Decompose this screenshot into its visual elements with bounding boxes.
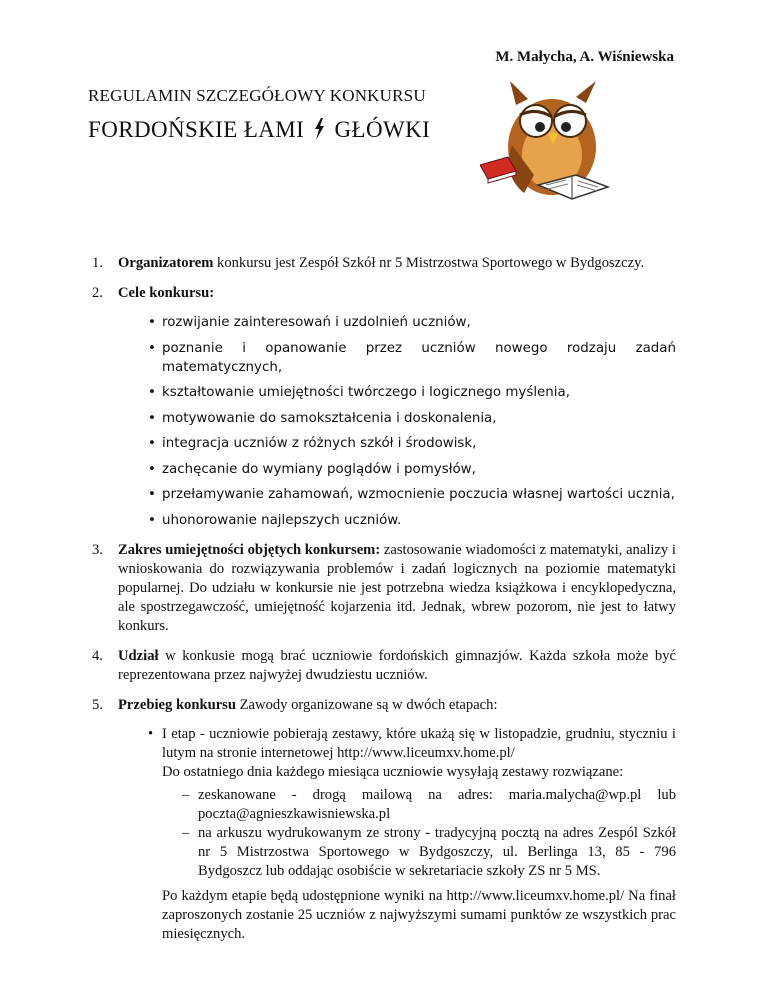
stage-item (148, 725, 676, 944)
submission-options (162, 786, 676, 881)
list-item-participation (92, 647, 676, 685)
item-heading: Przebieg konkursu (118, 696, 236, 713)
lightning-bolt-icon (312, 117, 326, 141)
item-number: 1. (92, 255, 103, 271)
submission-option: – zeskanowane - drogą mailową na adres: maria.malycha@wp.pl lub poczta@agnieszkawisniewska.pl (182, 786, 676, 824)
item-heading: Organizatorem (118, 255, 214, 271)
document-subtitle: REGULAMIN SZCZEGÓŁOWY KONKURSU (88, 86, 426, 105)
goal-item: • kształtowanie umiejętności twórczego i logicznego myślenia, (148, 383, 676, 402)
list-item-scope (92, 541, 676, 636)
goal-item: • uhonorowanie najlepszych uczniów. (148, 511, 676, 530)
document-body (92, 254, 676, 955)
item-text: Zawody organizowane są w dwóch etapach: (235, 696, 498, 713)
list-item-organizer (92, 254, 676, 273)
goal-item: • motywowanie do samokształcenia i doskonalenia, (148, 409, 676, 428)
authors: M. Małycha, A. Wiśniewska (495, 49, 674, 65)
item-heading: Zakres umiejętności objętych konkursem: (118, 541, 381, 558)
list-item-procedure (92, 696, 676, 944)
item-text: konkursu jest Zespół Szkół nr 5 Mistrzostwa Sportowego w Bydgoszczy. (213, 255, 645, 271)
stage-deadline: Do ostatniego dnia każdego miesiąca uczniowie wysyłają zestawy rozwiązane: (162, 763, 624, 780)
stage-description: • I etap - uczniowie pobierają zestawy, które ukażą się w listopadzie, grudniu, styczniu i lutym na stronie internetowej http://www.liceumxv.home.pl/ (162, 725, 676, 761)
regulation-list (92, 254, 676, 944)
stages-list (118, 725, 676, 944)
goal-item: • poznanie i opanowanie przez uczniów nowego rodzaju zadań matematycznych, (148, 339, 676, 377)
item-text: zastosowanie wiadomości z matematyki, analizy i wnioskowania do rozwiązywania problemów i zadań logicznych na poziomie matematyki popularnej. Do udziału w konkursie nie jest potrzebna wiedza książkowa i encyklopedyczna, ale spostrzegawczość, umiejętność kojarzenia itd. Jednak, wbrew pozorom, nie jest to łatwy konkurs. (118, 541, 676, 634)
item-heading: Udział (118, 647, 159, 664)
goal-item: • integracja uczniów z różnych szkół i środowisk, (148, 434, 676, 453)
goal-item: • rozwijanie zainteresowań i uzdolnień uczniów, (148, 313, 676, 332)
goals-list (118, 313, 676, 530)
item-text: w konkusie mogą brać uczniowie fordońskich gimnazjów. Każda szkoła może być reprezentowana przez najwyżej dwudziestu uczniów. (118, 647, 676, 683)
item-number: 3. (92, 541, 103, 558)
stage-results: Po każdym etapie będą udostępnione wyniki na http://www.liceumxv.home.pl/ Na finał zaproszonych zostanie 25 uczniów z najwyższymi sumami punktów ze wszystkich prac miesięcznych. (162, 887, 676, 942)
goal-item: • przełamywanie zahamowań, wzmocnienie poczucia własnej wartości ucznia, (148, 485, 676, 504)
item-number: 4. (92, 647, 103, 664)
goal-item: • zachęcanie do wymiany poglądów i pomysłów, (148, 460, 676, 479)
document-title (88, 117, 430, 143)
title-part-2: GŁÓWKI (334, 117, 431, 142)
item-number: 2. (92, 285, 103, 301)
title-part-1: FORDOŃSKIE ŁAMI (88, 117, 305, 142)
list-item-goals (92, 284, 676, 530)
submission-option: – na arkuszu wydrukowanym ze strony - tradycyjną pocztą na adres Zespól Szkół nr 5 Mistrzostwa Sportowego w Bydgoszczy, ul. Berlinga 13, 85 - 796 Bydgoszcz lub oddając osobiście w sekretariacie szkoły ZS nr 5 MS. (182, 824, 676, 881)
item-number: 5. (92, 696, 103, 713)
item-heading: Cele konkursu: (118, 285, 215, 301)
owl-reading-illustration (480, 75, 620, 210)
